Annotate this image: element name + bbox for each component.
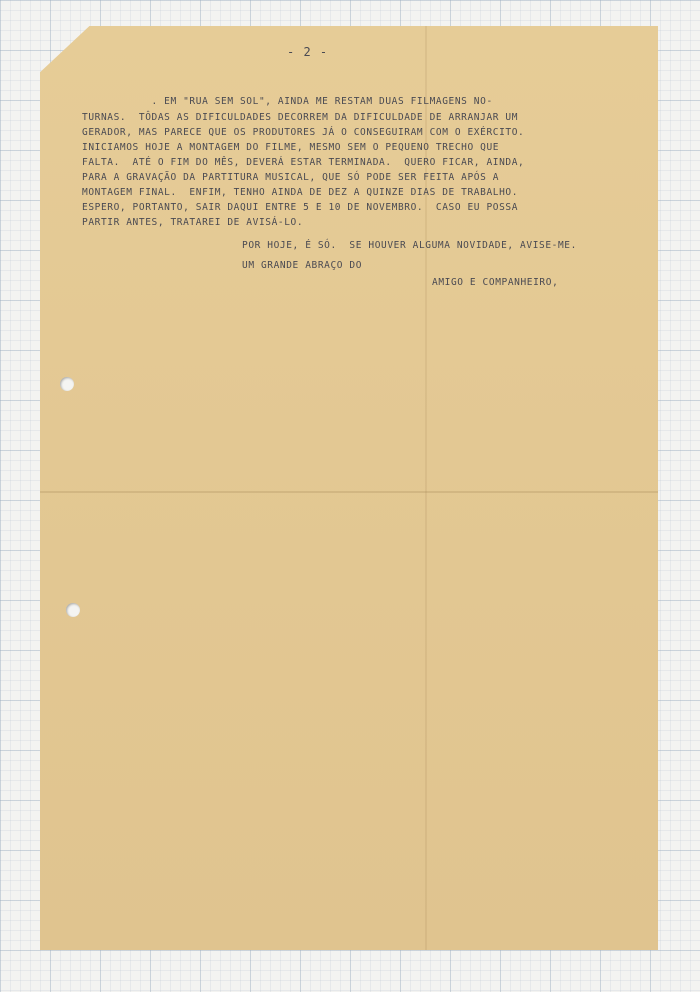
letter-line: PARA A GRAVAÇÃO DA PARTITURA MUSICAL, QUE SÓ PODE SER FEITA APÓS A xyxy=(82,172,500,183)
letter-line: ESPERO, PORTANTO, SAIR DAQUI ENTRE 5 E 10 DE NOVEMBRO. CASO EU POSSA xyxy=(82,202,519,213)
letter-line: PARTIR ANTES, TRATAREI DE AVISÁ-LO. xyxy=(82,217,304,228)
letter-line: GERADOR, MAS PARECE QUE OS PRODUTORES JÁ O CONSEGUIRAM COM O EXÉRCITO. xyxy=(82,127,525,138)
letter-line: INICIAMOS HOJE A MONTAGEM DO FILME, MESMO SEM O PEQUENO TRECHO QUE xyxy=(82,142,500,153)
punch-hole-top xyxy=(60,377,74,391)
letter-line: MONTAGEM FINAL. ENFIM, TENHO AINDA DE DEZ A QUINZE DIAS DE TRABALHO. xyxy=(82,187,519,198)
page-number: - 2 - xyxy=(287,45,329,59)
letter-line: TURNAS. TÔDAS AS DIFICULDADES DECORREM DA DIFICULDADE DE ARRANJAR UM xyxy=(82,112,519,123)
punch-hole-bottom xyxy=(66,603,80,617)
closing-line: UM GRANDE ABRAÇO DO xyxy=(242,260,363,271)
signature-line: AMIGO E COMPANHEIRO, xyxy=(432,277,559,288)
closing-line: POR HOJE, É SÓ. SE HOUVER ALGUMA NOVIDADE, AVISE-ME. xyxy=(242,240,577,251)
letter-line: . EM "RUA SEM SOL", AINDA ME RESTAM DUAS FILMAGENS NO- xyxy=(82,96,493,107)
letter-line: FALTA. ATÉ O FIM DO MÊS, DEVERÁ ESTAR TERMINADA. QUERO FICAR, AINDA, xyxy=(82,157,525,168)
